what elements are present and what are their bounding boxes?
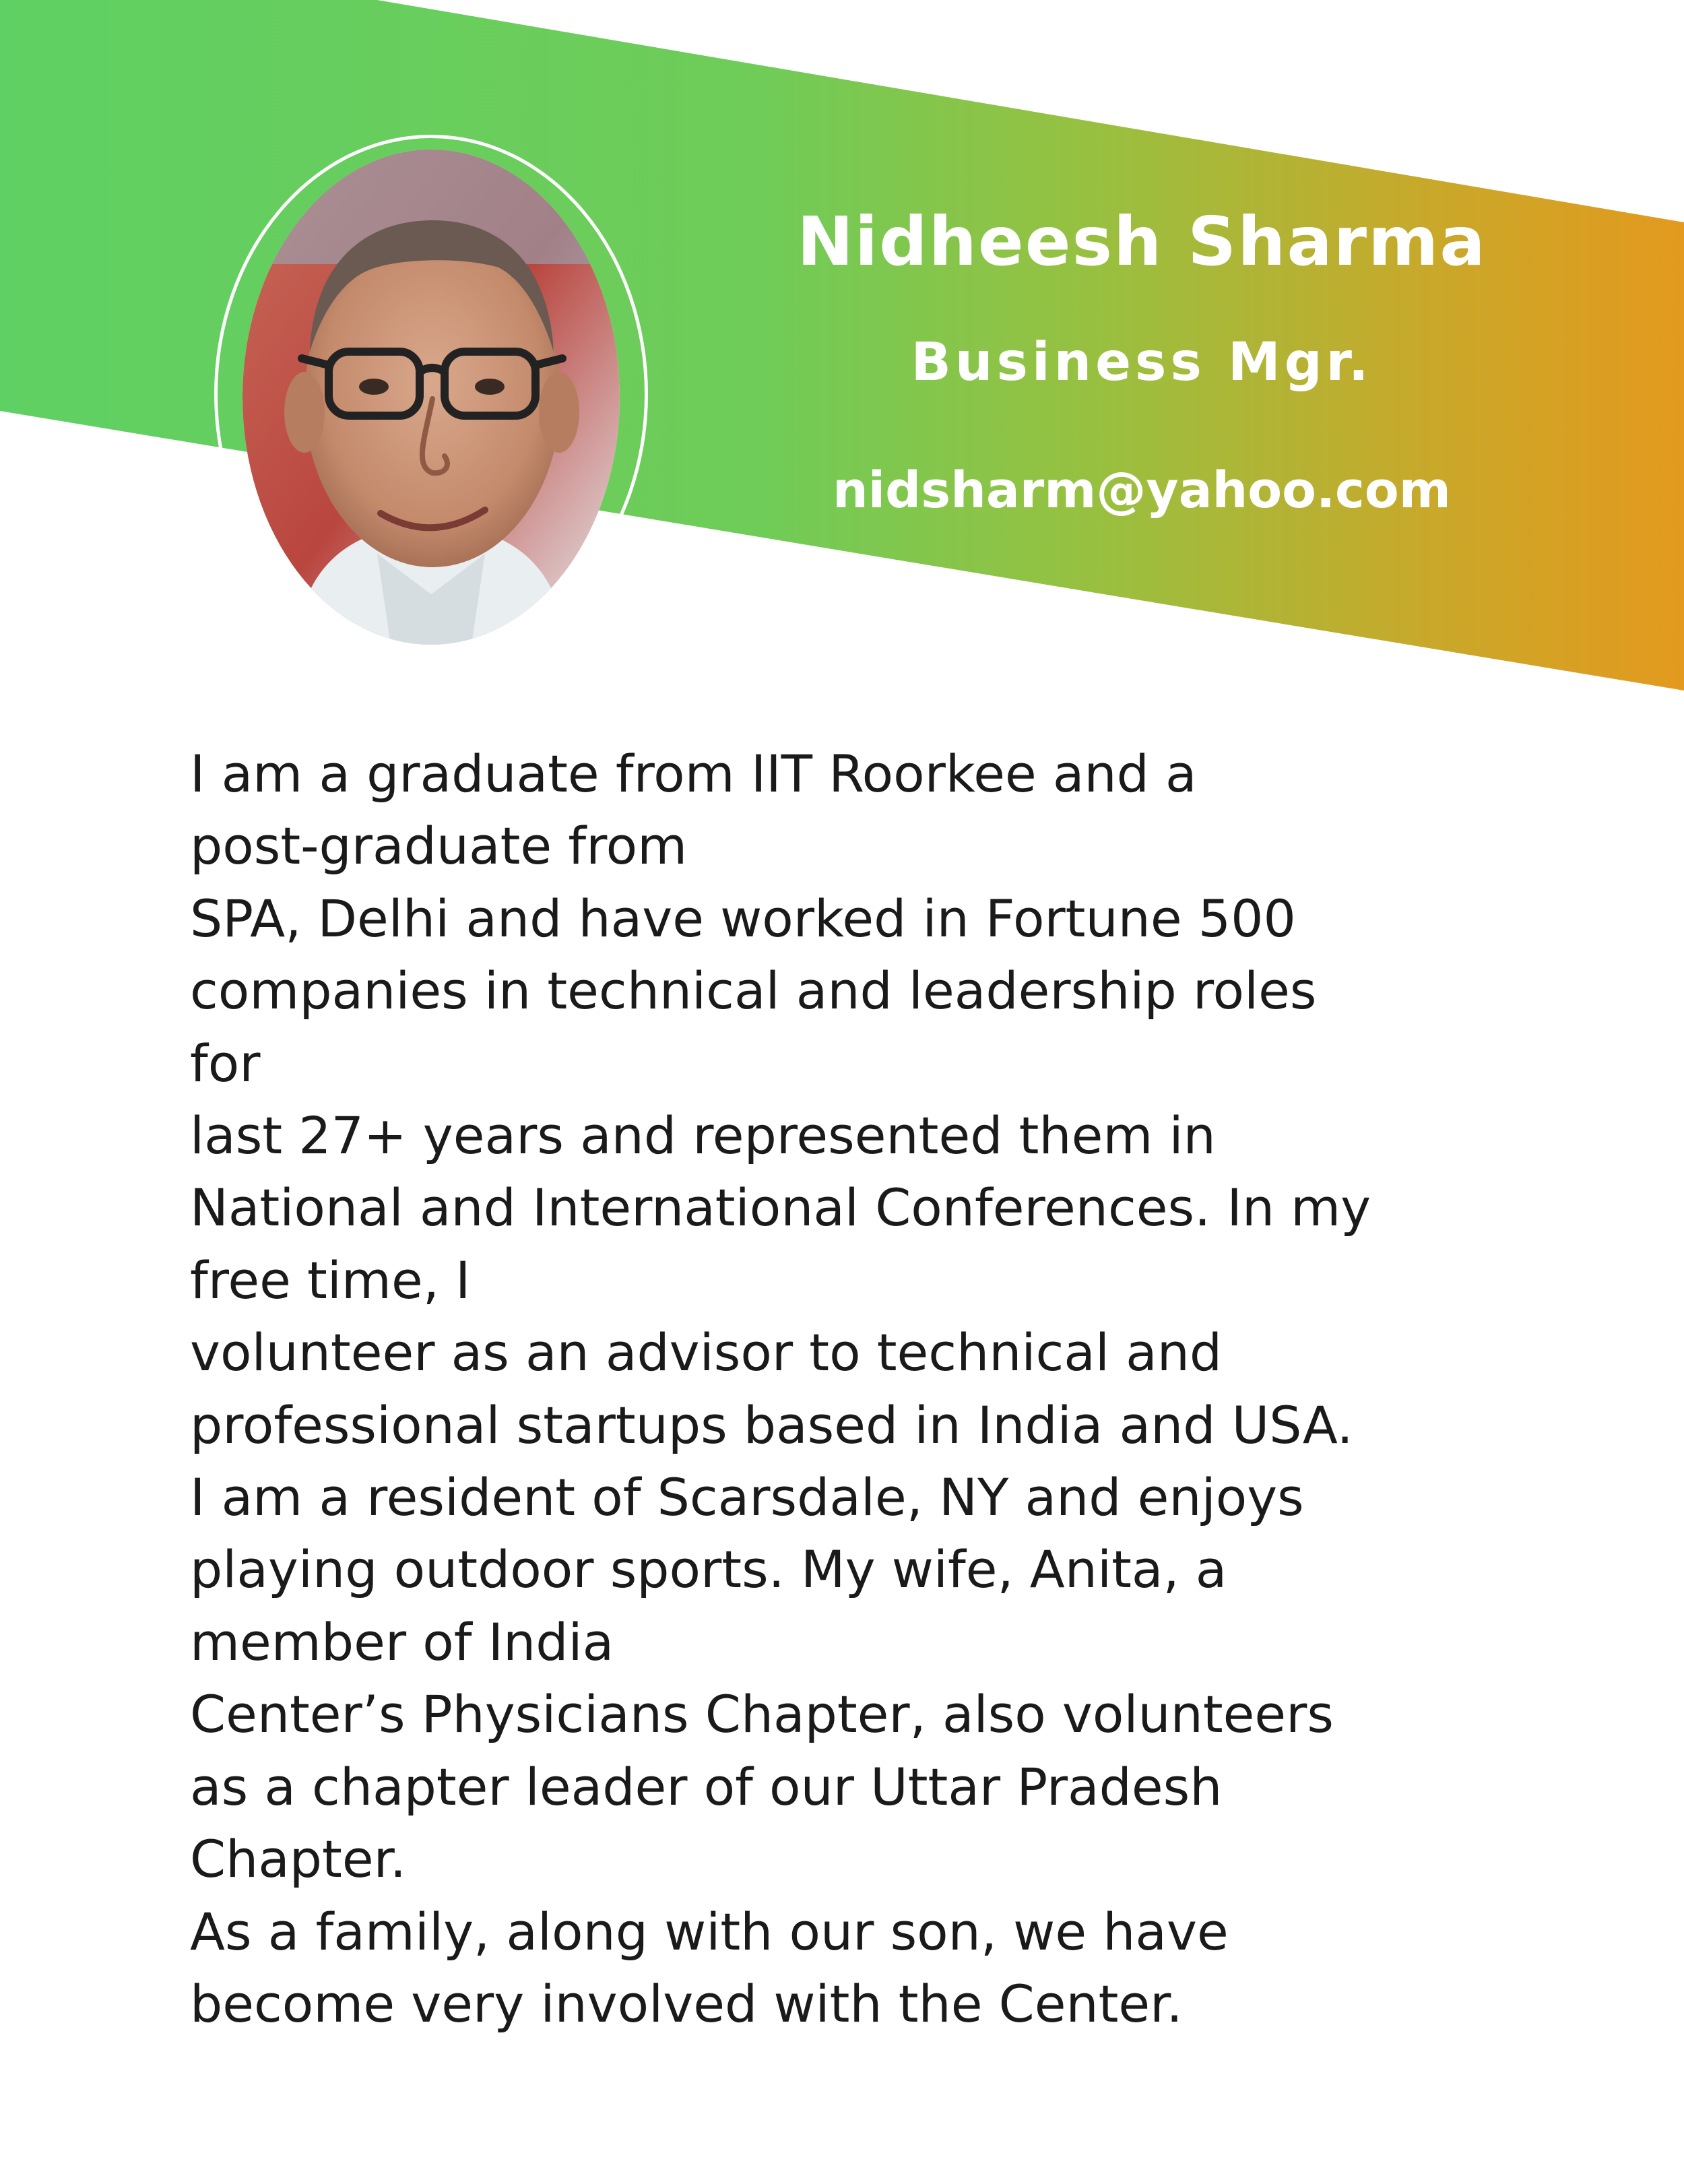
- bio-line: I am a graduate from IIT Roorkee and a: [190, 744, 1197, 804]
- bio-line: SPA, Delhi and have worked in Fortune 500: [190, 888, 1296, 949]
- bio-line: volunteer as an advisor to technical and: [190, 1322, 1223, 1383]
- bio-line: member of India: [190, 1611, 614, 1672]
- bio-line: playing outdoor sports. My wife, Anita, a: [190, 1539, 1227, 1600]
- bio-line: become very involved with the Center.: [190, 1973, 1183, 2034]
- bio-line: companies in technical and leadership roles: [190, 961, 1317, 1021]
- bio-line: Center’s Physicians Chapter, also volunteers: [190, 1684, 1334, 1745]
- bio-line: for: [190, 1033, 261, 1093]
- bio-line: last 27+ years and represented them in: [190, 1105, 1216, 1166]
- bio-line: professional startups based in India and USA.: [190, 1394, 1353, 1455]
- bio-line: as a chapter leader of our Uttar Pradesh: [190, 1756, 1223, 1817]
- bio-line: post-graduate from: [190, 816, 688, 876]
- bio-line: As a family, along with our son, we have: [190, 1901, 1229, 1962]
- profile-name: Nidheesh Sharma: [797, 202, 1487, 281]
- bio-line: National and International Conferences. In my: [190, 1178, 1371, 1238]
- avatar: [242, 150, 620, 645]
- bio-line: Chapter.: [190, 1829, 407, 1890]
- profile-email[interactable]: nidsharm@yahoo.com: [833, 461, 1451, 519]
- bio-line: free time, I: [190, 1250, 471, 1310]
- profile-photo: [242, 150, 620, 645]
- bio-line: I am a resident of Scarsdale, NY and enjoys: [190, 1467, 1304, 1528]
- profile-role: Business Mgr.: [911, 332, 1373, 393]
- bio-text: [190, 738, 1605, 2040]
